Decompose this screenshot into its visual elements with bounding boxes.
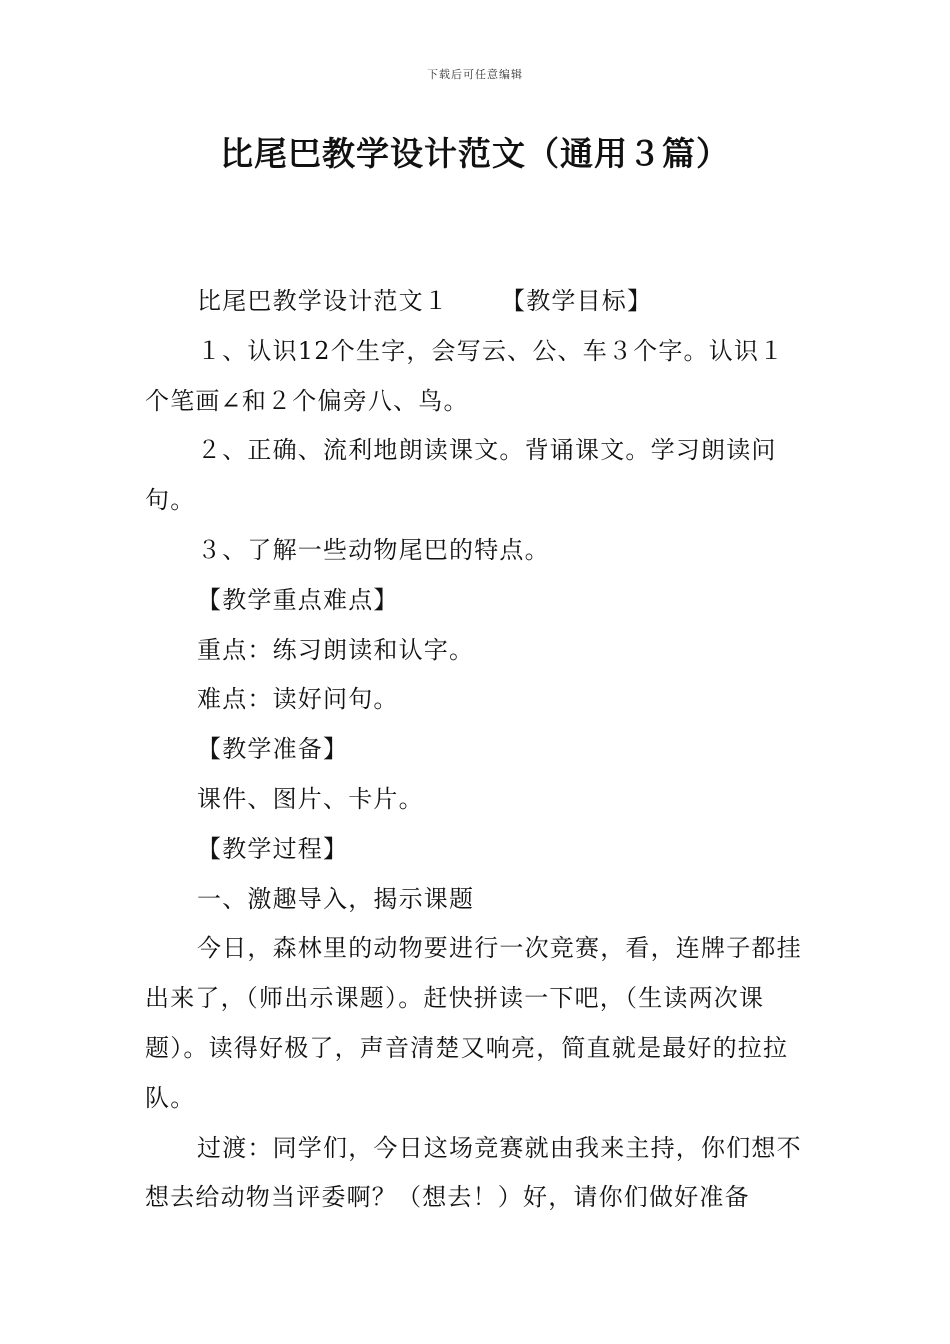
paragraph-1: １、认识12个生字，会写云、公、车３个字。认识１个笔画∠和２个偏旁八、鸟。 — [145, 336, 785, 415]
paragraph-5: 难点：读好问句。 — [197, 685, 399, 714]
document-title: 比尾巴教学设计范文（通用３篇） — [220, 134, 730, 173]
section-heading: 【教学准备】 — [197, 735, 349, 764]
section-heading-line — [145, 277, 807, 327]
section-title: 比尾巴教学设计范文１ — [197, 287, 449, 315]
paragraph-4: 重点：练习朗读和认字。 — [197, 635, 475, 664]
section-heading: 【教学过程】 — [197, 834, 349, 863]
header-note: 下载后可任意编辑 — [427, 68, 523, 81]
section-heading: 【教学重点难点】 — [197, 585, 399, 614]
paragraph-6: 课件、图片、卡片。 — [197, 784, 424, 813]
paragraph-8: 过渡：同学们，今日这场竞赛就由我来主持，你们想不想去给动物当评委啊？（想去！）好，请你们做好准备 — [145, 1133, 802, 1212]
document-body — [145, 277, 807, 1223]
section-heading: 【教学目标】 — [501, 287, 653, 315]
paragraph-7: 今日，森林里的动物要进行一次竞赛，看，连牌子都挂出来了，（师出示课题）。赶快拼读一下吧，（生读两次课题）。读得好极了，声音清楚又响亮，简直就是最好的拉拉队。 — [145, 934, 802, 1112]
subsection-heading: 一、激趣导入，揭示课题 — [197, 884, 475, 913]
paragraph-3: ３、了解一些动物尾巴的特点。 — [197, 535, 550, 564]
paragraph-2: ２、正确、流利地朗读课文。背诵课文。学习朗读问句。 — [145, 436, 777, 515]
